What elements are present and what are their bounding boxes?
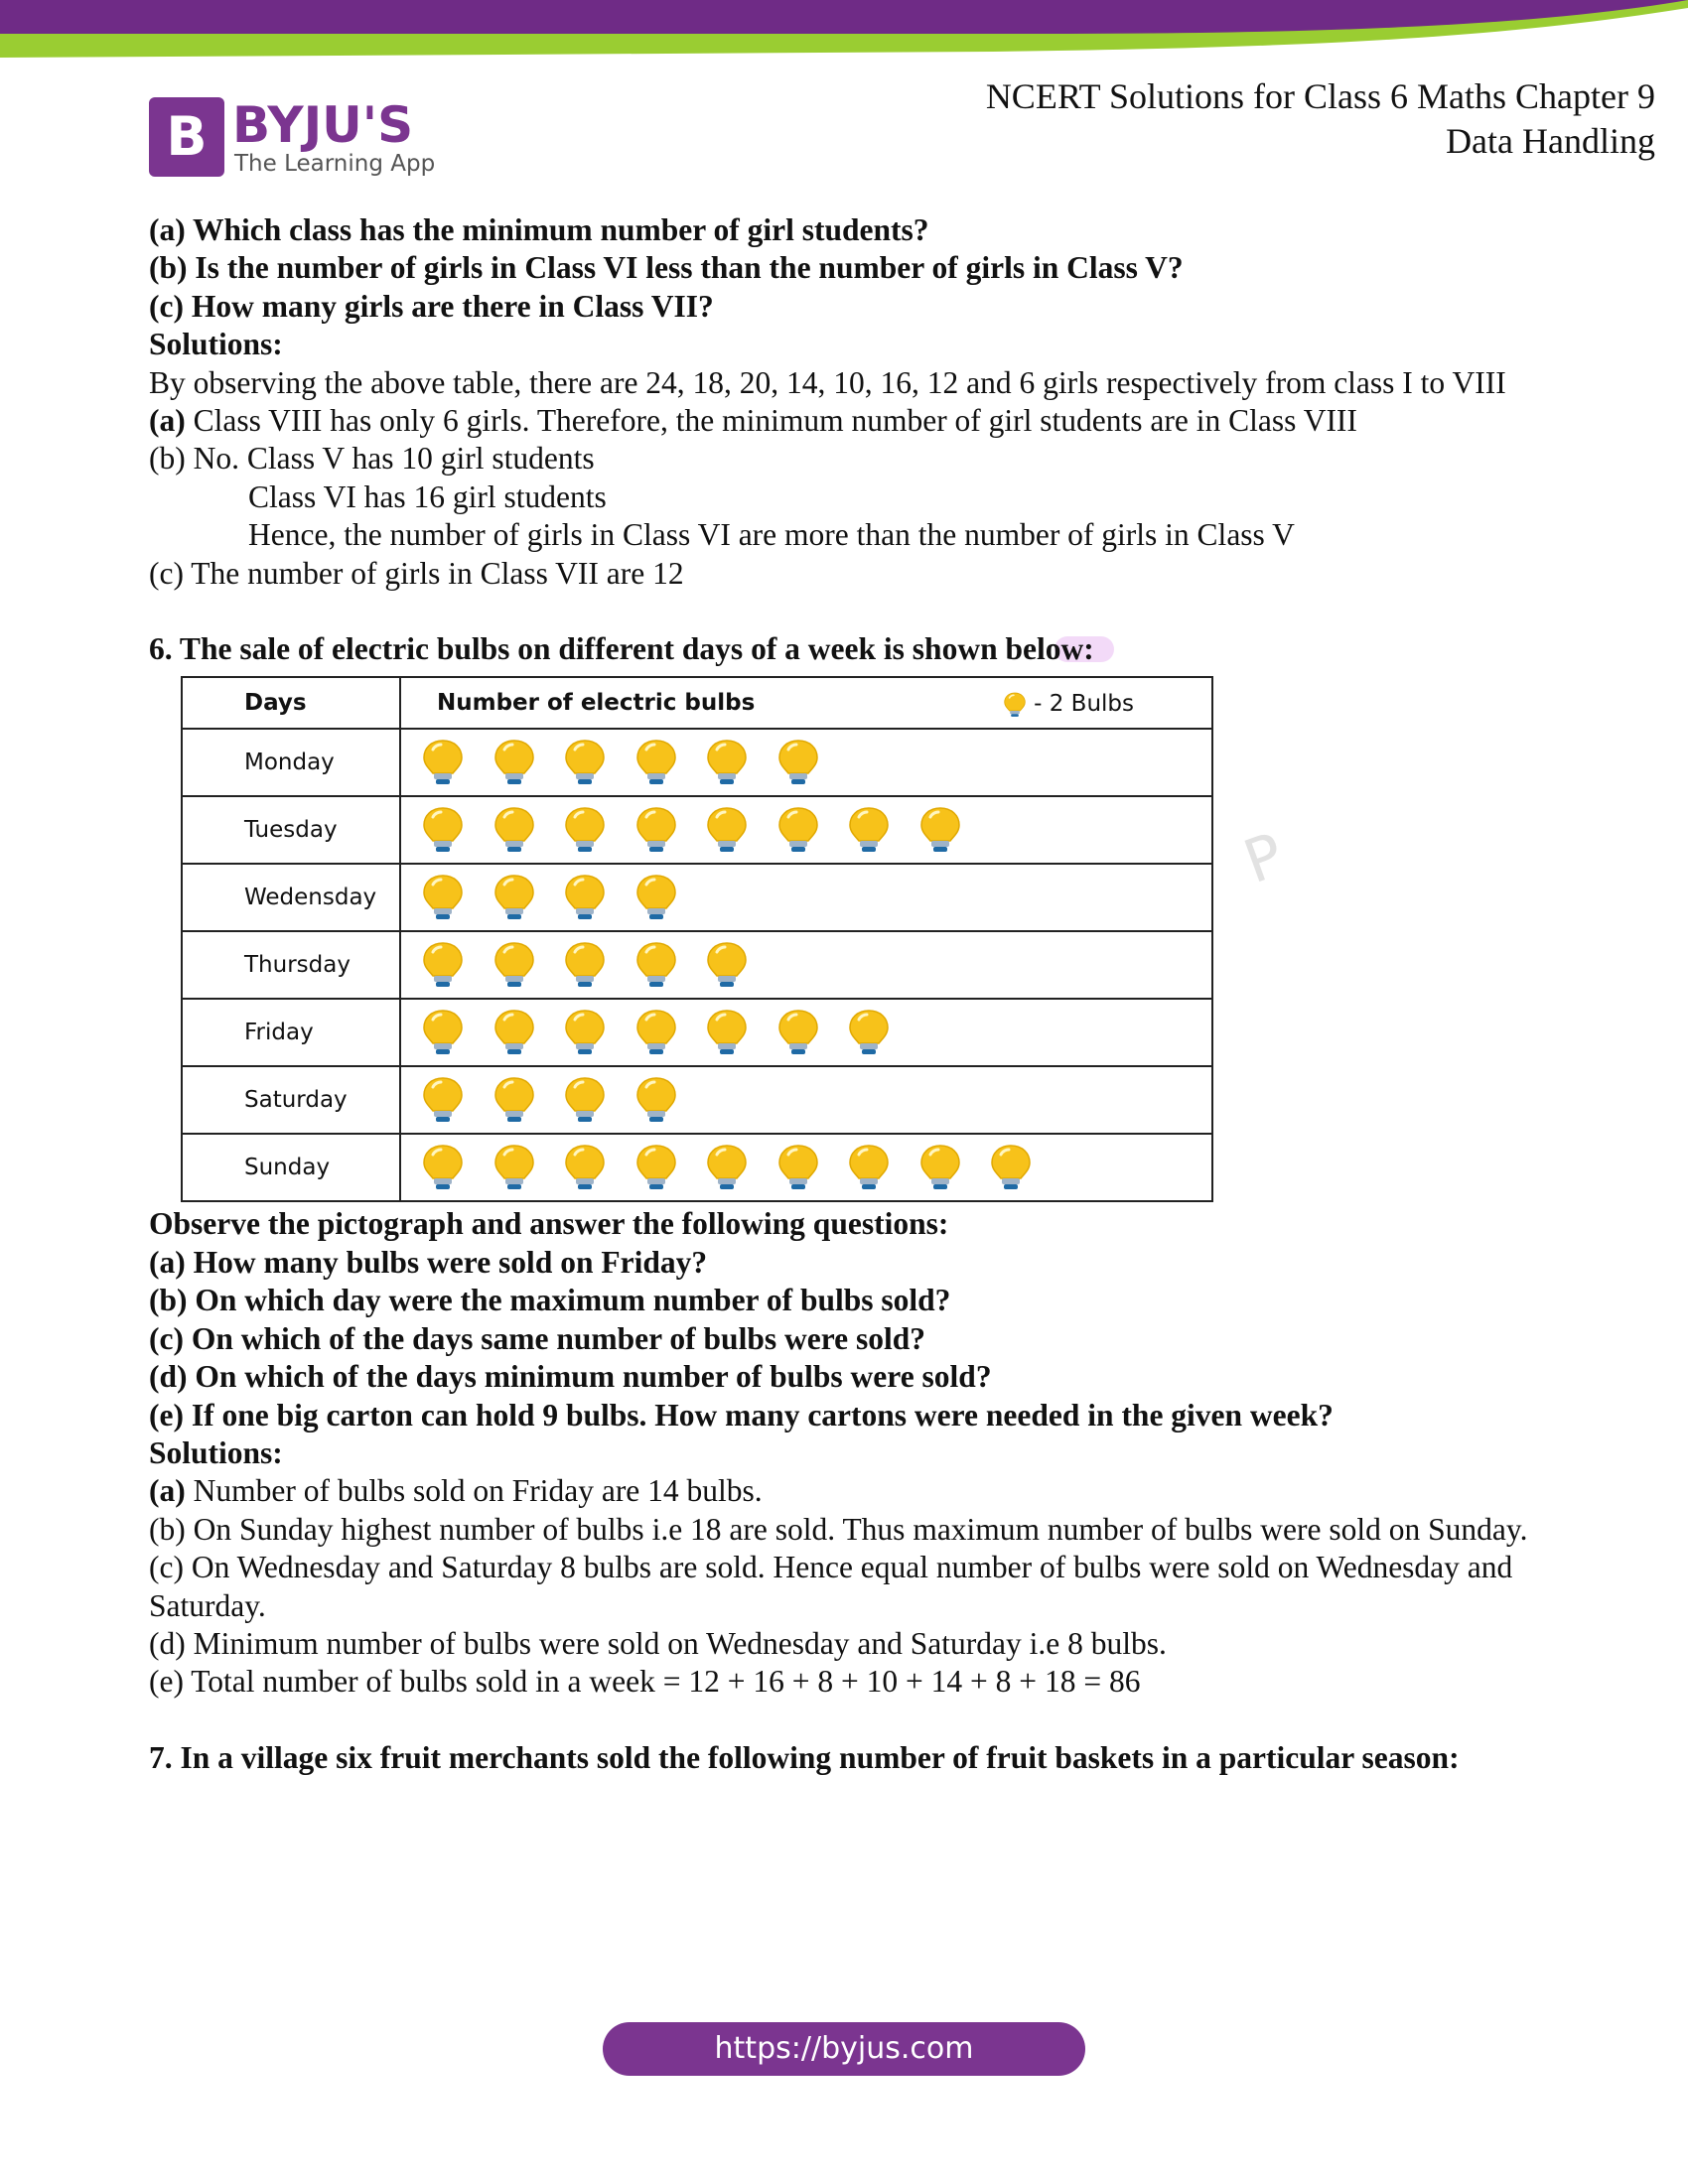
bulb-icon: [561, 805, 609, 855]
pictograph-body: [182, 729, 1212, 1201]
q6-answer-a-label: (a): [149, 1473, 186, 1509]
pictograph-row: [182, 796, 1212, 864]
bulb-icon: [419, 738, 467, 787]
q6-question-e: (e) If one big carton can hold 9 bulbs. How many cartons were needed in the given week?: [149, 1397, 1334, 1433]
bulb-icon: [845, 1008, 893, 1057]
prev-answer-b-line3: Hence, the number of girls in Class VI are more than the number of girls in Class V: [248, 517, 1295, 553]
byjus-logo: [149, 97, 447, 179]
bulb-icon: [845, 1143, 893, 1192]
q6-answer-e: (e) Total number of bulbs sold in a week = 12 + 16 + 8 + 10 + 14 + 8 + 18 = 86: [149, 1664, 1141, 1700]
bulb-icon: [916, 1143, 964, 1192]
pictograph-row: [182, 1066, 1212, 1134]
bulb-icon: [419, 1075, 467, 1125]
bulb-icon: [633, 738, 680, 787]
prev-question-b: (b) Is the number of girls in Class VI less than the number of girls in Class V?: [149, 250, 1184, 286]
q6-answer-b: (b) On Sunday highest number of bulbs i.e 18 are sold. Thus maximum number of bulbs were sold on Sunday.: [149, 1511, 1528, 1547]
q6-answer-a: [149, 1472, 1559, 1510]
bulb-icons-cell: [400, 796, 1212, 864]
bulb-icon: [774, 1008, 822, 1057]
logo-badge: [149, 97, 224, 177]
pictograph-key: [1002, 685, 1134, 723]
bulb-icon: [774, 805, 822, 855]
pictograph-row: [182, 999, 1212, 1066]
watermark: P: [1235, 819, 1294, 898]
q6-answer-d: (d) Minimum number of bulbs were sold on Wednesday and Saturday i.e 8 bulbs.: [149, 1625, 1167, 1661]
pictograph-key-label: - 2 Bulbs: [1034, 691, 1134, 718]
bulb-icon: [703, 738, 751, 787]
day-label: Wedensday: [182, 864, 400, 931]
q6-title-wrap: [149, 630, 1094, 668]
q6-title: 6. The sale of electric bulbs on different days of a week is shown below:: [149, 631, 1094, 667]
bulb-icon: [774, 738, 822, 787]
bulb-icon: [419, 1008, 467, 1057]
day-label: Friday: [182, 999, 400, 1066]
bulb-icon: [491, 1143, 538, 1192]
bulb-icon: [491, 873, 538, 922]
bulb-icon: [419, 940, 467, 990]
bulb-icon: [561, 1008, 609, 1057]
q6-question-d: (d) On which of the days minimum number of bulbs were sold?: [149, 1359, 992, 1395]
logo-letter: B: [166, 105, 208, 168]
prev-answer-a: [149, 402, 1559, 440]
logo-name: BYJU'S: [232, 96, 414, 154]
bulb-icon: [491, 805, 538, 855]
bulb-icon: [561, 738, 609, 787]
bulb-icon: [633, 1008, 680, 1057]
bulb-icon: [561, 873, 609, 922]
bulb-icon: [987, 1143, 1035, 1192]
bulb-icon: [633, 805, 680, 855]
bulb-icon: [703, 1143, 751, 1192]
bulb-icon: [633, 1143, 680, 1192]
bulb-icon: [491, 738, 538, 787]
day-label: Tuesday: [182, 796, 400, 864]
header-line-2: Data Handling: [1446, 121, 1655, 161]
prev-answer-b-line2: Class VI has 16 girl students: [248, 478, 607, 514]
q6-observe: Observe the pictograph and answer the following questions:: [149, 1206, 949, 1242]
q6-question-b: (b) On which day were the maximum number of bulbs sold?: [149, 1283, 951, 1318]
col-header-bulbs-label: Number of electric bulbs: [437, 690, 756, 717]
col-header-bulbs: [400, 677, 1212, 729]
col-header-days: Days: [182, 677, 400, 729]
prev-answer-b-line1: (b) No. Class V has 10 girl students: [149, 441, 595, 477]
bulb-icon: [633, 1075, 680, 1125]
q6-question-a: (a) How many bulbs were sold on Friday?: [149, 1244, 708, 1280]
q6-question-c: (c) On which of the days same number of bulbs were sold?: [149, 1320, 926, 1356]
header-line-1: NCERT Solutions for Class 6 Maths Chapter 9: [985, 76, 1655, 116]
prev-solution-intro: By observing the above table, there are 24, 18, 20, 14, 10, 16, 12 and 6 girls respectively from class I to VIII: [149, 364, 1506, 400]
pictograph-row: [182, 864, 1212, 931]
prev-question-c: (c) How many girls are there in Class VII?: [149, 288, 714, 324]
bulb-icons-cell: [400, 729, 1212, 796]
day-label: Sunday: [182, 1134, 400, 1201]
bulb-icon: [419, 805, 467, 855]
bulb-icon: [703, 940, 751, 990]
day-label: Monday: [182, 729, 400, 796]
main-content: [149, 211, 1559, 1777]
day-label: Thursday: [182, 931, 400, 999]
day-label: Saturday: [182, 1066, 400, 1134]
bulb-icon: [774, 1143, 822, 1192]
bulb-icons-cell: [400, 864, 1212, 931]
footer-url-link[interactable]: https://byjus.com: [603, 2022, 1085, 2076]
page-header-title: [986, 74, 1655, 164]
prev-solutions-label: Solutions:: [149, 327, 283, 362]
pictograph-row: [182, 1134, 1212, 1201]
pictograph-table: [181, 676, 1213, 1202]
bulb-icon: [491, 1008, 538, 1057]
bulb-icon: [419, 873, 467, 922]
bulb-icon: [419, 1143, 467, 1192]
prev-answer-c: (c) The number of girls in Class VII are 12: [149, 555, 684, 591]
prev-answer-a-text: Class VIII has only 6 girls. Therefore, the minimum number of girl students are in Class VIII: [185, 403, 1357, 439]
bulb-icon: [561, 940, 609, 990]
bulb-icon: [703, 805, 751, 855]
bulb-icons-cell: [400, 1134, 1212, 1201]
bulb-icon: [561, 1075, 609, 1125]
bulb-icon: [845, 805, 893, 855]
bulb-icon: [703, 1008, 751, 1057]
bulb-icon: [1002, 690, 1028, 720]
logo-tagline: The Learning App: [234, 151, 436, 177]
pictograph-row: [182, 931, 1212, 999]
pictograph-row: [182, 729, 1212, 796]
prev-question-a: (a) Which class has the minimum number of girl students?: [149, 212, 929, 247]
bulb-icon: [491, 1075, 538, 1125]
q6-answer-a-text: Number of bulbs sold on Friday are 14 bulbs.: [185, 1473, 763, 1509]
q6-answer-c: (c) On Wednesday and Saturday 8 bulbs are sold. Hence equal number of bulbs were sold on Wednesday and Saturday.: [149, 1550, 1513, 1623]
q6-title-row: [149, 630, 1559, 668]
bulb-icons-cell: [400, 1066, 1212, 1134]
q7-title: 7. In a village six fruit merchants sold the following number of fruit baskets in a particular season:: [149, 1739, 1460, 1775]
prev-answer-a-label: (a): [149, 403, 186, 439]
bulb-icon: [916, 805, 964, 855]
bulb-icon: [491, 940, 538, 990]
pictograph: [149, 676, 1559, 1205]
bulb-icons-cell: [400, 999, 1212, 1066]
bulb-icon: [633, 940, 680, 990]
header-stripe: [0, 0, 1688, 58]
q6-solutions-label: Solutions:: [149, 1434, 283, 1470]
bulb-icons-cell: [400, 931, 1212, 999]
bulb-icon: [561, 1143, 609, 1192]
bulb-icon: [633, 873, 680, 922]
